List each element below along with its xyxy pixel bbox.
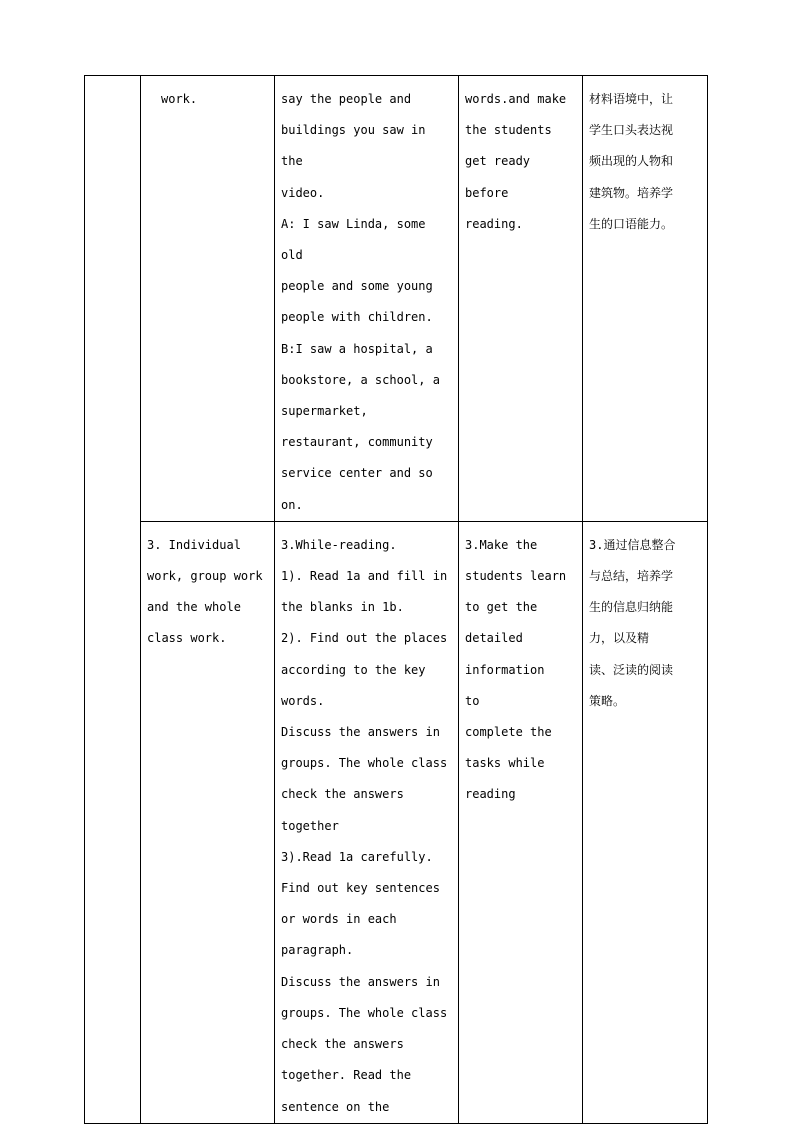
cell-line: 学生口头表达视 — [589, 123, 674, 138]
cell-line: 2). Find out the places — [281, 631, 448, 646]
cell-line: to get the — [465, 600, 538, 615]
cell-line: students learn — [465, 569, 567, 584]
cell-line: get ready — [465, 154, 531, 169]
cell-line: complete the — [465, 725, 552, 740]
cell-line: according to the key — [281, 662, 426, 677]
cell-line: 建筑物。培养学 — [589, 185, 674, 200]
cell-line: 材料语境中，让 — [589, 92, 674, 106]
cell-line: supermarket, — [281, 404, 368, 419]
cell-line: say the people and — [281, 92, 412, 106]
cell-line: 与总结，培养学 — [589, 569, 674, 584]
activity-cell — [275, 521, 459, 1123]
cell-line: check the answers — [281, 787, 404, 802]
cell-line: words.and make — [465, 92, 567, 106]
cell-line: and the whole — [147, 600, 241, 615]
mode-cell — [141, 521, 275, 1123]
cell-line: work. — [161, 92, 198, 106]
cell-line: or words in each — [281, 912, 397, 927]
cell-line: together. Read the — [281, 1068, 412, 1083]
cell-line: work, group work — [147, 569, 263, 584]
cell-line: to — [465, 693, 480, 708]
cell-line: 生的口语能力。 — [589, 216, 674, 231]
cell-line: 读、泛读的阅读 — [589, 662, 674, 677]
cell-line: Find out key sentences — [281, 881, 440, 896]
purpose-cell — [459, 521, 583, 1123]
cell-line: B:I saw a hospital, a — [281, 341, 433, 356]
cell-line: the students — [465, 123, 552, 138]
cell-line: before — [465, 185, 509, 200]
table-row — [85, 521, 708, 1123]
cell-line: 频出现的人物和 — [589, 154, 674, 169]
cell-line: together — [281, 818, 339, 833]
intent-cell — [583, 521, 708, 1123]
cell-line: 1). Read 1a and fill in — [281, 569, 448, 584]
cell-line: people and some young — [281, 279, 433, 294]
cell-line: 力，以及精 — [589, 631, 650, 646]
cell-line: 3.通过信息整合 — [589, 537, 676, 552]
cell-line: restaurant, community — [281, 435, 433, 450]
cell-line: groups. The whole class — [281, 756, 448, 771]
cell-line: reading. — [465, 216, 523, 231]
cell-line: the blanks in 1b. — [281, 600, 404, 615]
cell-line: reading — [465, 787, 516, 802]
cell-line: detailed — [465, 631, 523, 646]
cell-line: tasks while — [465, 756, 545, 771]
cell-line: 生的信息归纳能 — [589, 600, 674, 615]
cell-line: Discuss the answers in — [281, 974, 440, 989]
cell-line: 策略。 — [589, 693, 626, 708]
cell-line: service center and so — [281, 466, 433, 481]
intent-cell — [583, 76, 708, 522]
cell-line: A: I saw Linda, some old — [281, 216, 433, 263]
cell-line: 3.While-reading. — [281, 537, 397, 552]
lesson-plan-table — [84, 75, 708, 1124]
cell-line: on. — [281, 497, 303, 512]
cell-line: groups. The whole class — [281, 1005, 448, 1020]
cell-line: information — [465, 662, 545, 677]
cell-line: 3.Make the — [465, 537, 538, 552]
cell-line: sentence on the — [281, 1099, 390, 1114]
cell-line: 3. Individual — [147, 537, 241, 552]
cell-line: words. — [281, 693, 325, 708]
purpose-cell — [459, 76, 583, 522]
activity-cell — [275, 76, 459, 522]
cell-line: people with children. — [281, 310, 433, 325]
cell-line: buildings you saw in the — [281, 123, 433, 169]
mode-cell — [141, 76, 275, 522]
cell-line: video. — [281, 185, 325, 200]
table-row — [85, 76, 708, 522]
cell-line: check the answers — [281, 1037, 404, 1052]
cell-line: bookstore, a school, a — [281, 372, 440, 387]
cell-line: Discuss the answers in — [281, 725, 440, 740]
cell-line: 3).Read 1a carefully. — [281, 849, 433, 864]
cell-line: paragraph. — [281, 943, 354, 958]
cell-line: class work. — [147, 631, 227, 646]
stage-cell — [85, 76, 141, 1124]
